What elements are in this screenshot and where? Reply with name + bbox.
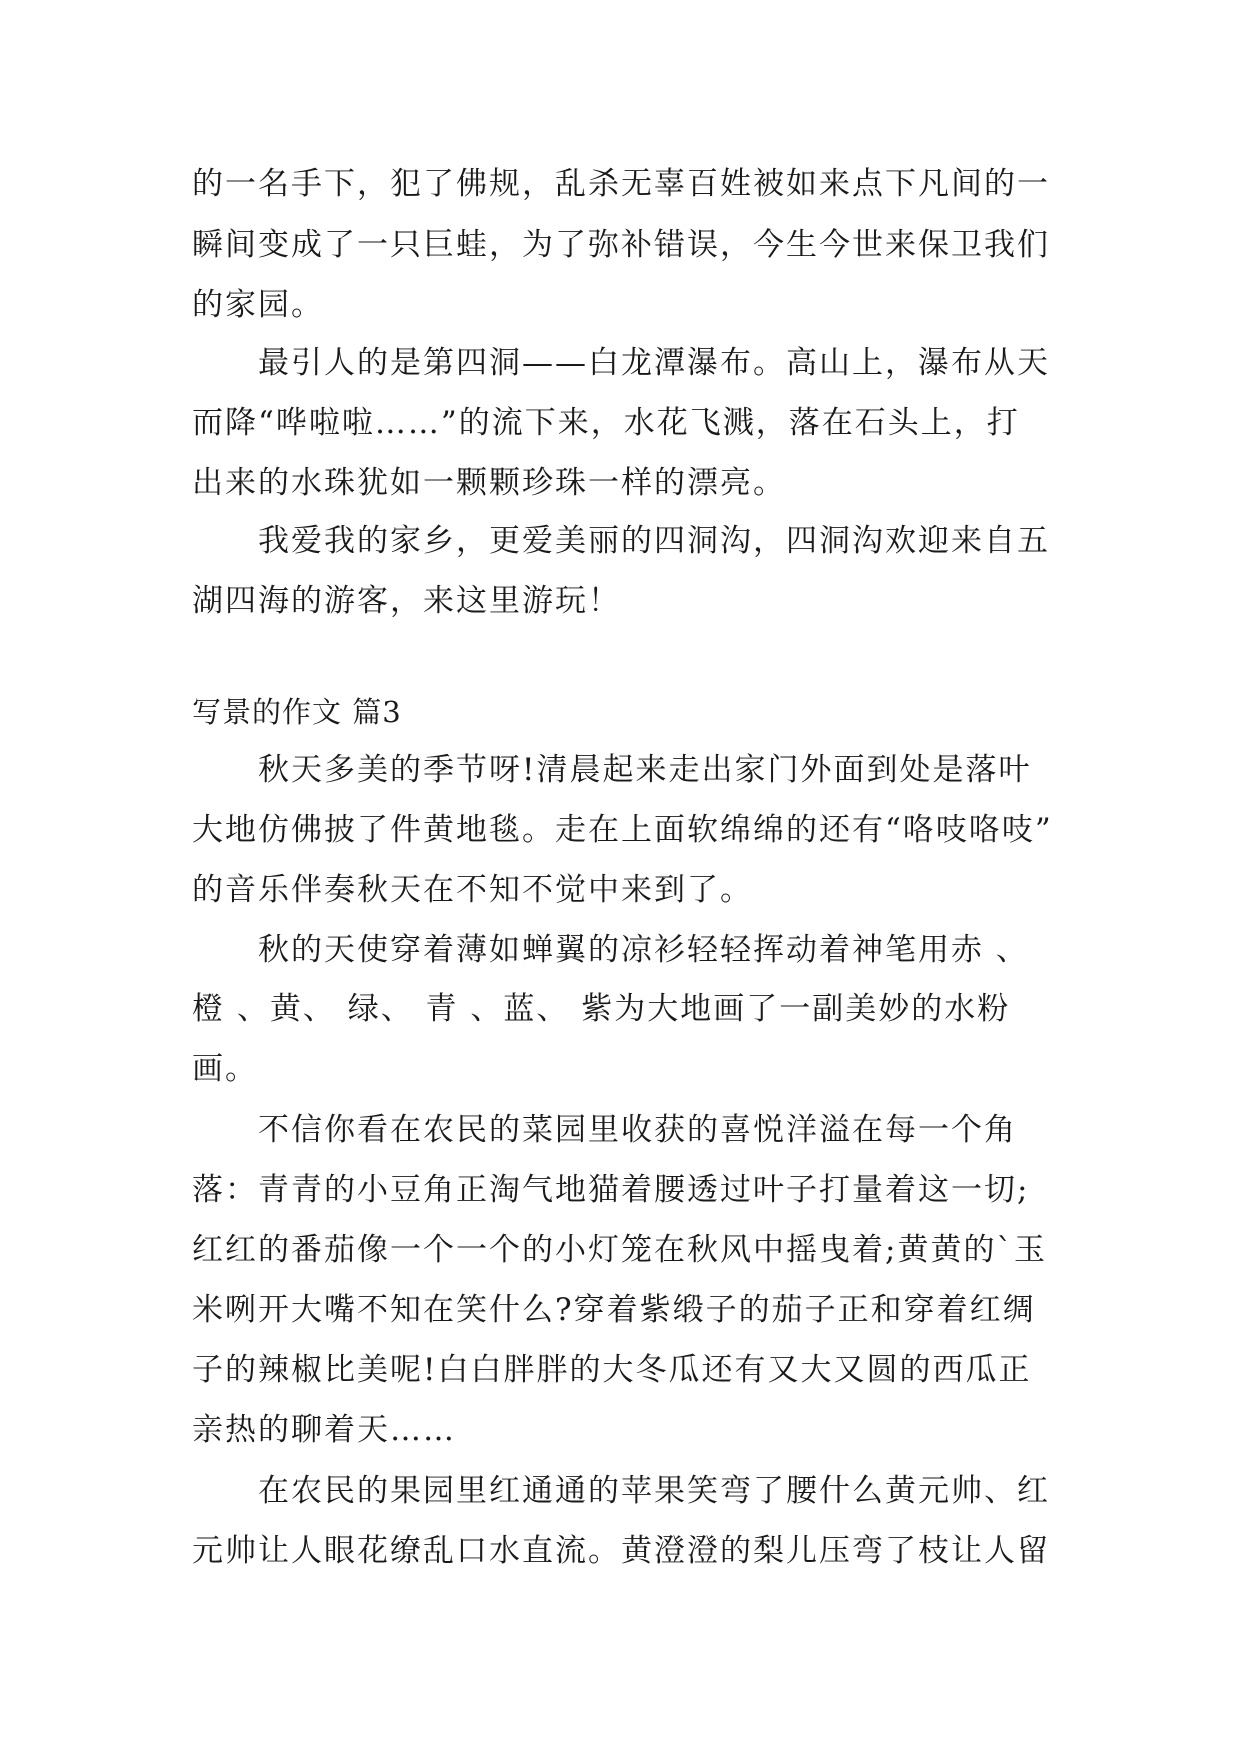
text-line: 的音乐伴奏秋天在不知不觉中来到了。 [192, 872, 753, 908]
text-line: 出来的水珠犹如一颗颗珍珠一样的漂亮。 [192, 465, 786, 501]
text-line: 的家园。 [192, 287, 324, 323]
text-line: 亲热的聊着天…… [192, 1412, 456, 1448]
text-line: 瞬间变成了一只巨蛙，为了弥补错误，今生今世来保卫我们 [192, 227, 1050, 263]
text-line: 橙 、黄、 绿、 青 、蓝、 紫为大地画了一副美妙的水粉 [192, 991, 1011, 1027]
text-line: 米咧开大嘴不知在笑什么?穿着紫缎子的茄子正和穿着红绸 [192, 1292, 1036, 1328]
text-line: 画。 [192, 1051, 258, 1087]
text-line: 不信你看在农民的菜园里收获的喜悦洋溢在每一个角 [192, 1112, 1017, 1148]
text-line: 而降“哗啦啦……”的流下来，水花飞溅，落在石头上，打 [192, 405, 1020, 441]
text-line: 秋天多美的季节呀!清晨起来走出家门外面到处是落叶 [192, 752, 1032, 788]
text-line: 我爱我的家乡，更爱美丽的四洞沟，四洞沟欢迎来自五 [192, 523, 1050, 559]
text-line: 最引人的是第四洞——白龙潭瀑布。高山上，瀑布从天 [192, 345, 1050, 381]
text-line: 红红的番茄像一个一个的小灯笼在秋风中摇曳着;黄黄的`玉 [192, 1232, 1047, 1268]
text-line: 落：青青的小豆角正淘气地猫着腰透过叶子打量着这一切; [192, 1172, 1030, 1208]
section-title: 写景的作文 篇3 [192, 695, 402, 729]
text-line: 的一名手下，犯了佛规，乱杀无辜百姓被如来点下凡间的一 [192, 166, 1050, 202]
text-line: 子的辣椒比美呢!白白胖胖的大冬瓜还有又大又圆的西瓜正 [192, 1352, 1032, 1388]
text-line: 秋的天使穿着薄如蝉翼的凉衫轻轻挥动着神笔用赤 、 [192, 932, 1029, 968]
text-line: 湖四海的游客，来这里游玩！ [192, 583, 621, 619]
text-line: 大地仿佛披了件黄地毯。走在上面软绵绵的还有“咯吱咯吱” [192, 812, 1053, 848]
text-line: 在农民的果园里红通通的苹果笑弯了腰什么黄元帅、红 [192, 1473, 1050, 1509]
text-line: 元帅让人眼花缭乱口水直流。黄澄澄的梨儿压弯了枝让人留 [192, 1533, 1050, 1569]
